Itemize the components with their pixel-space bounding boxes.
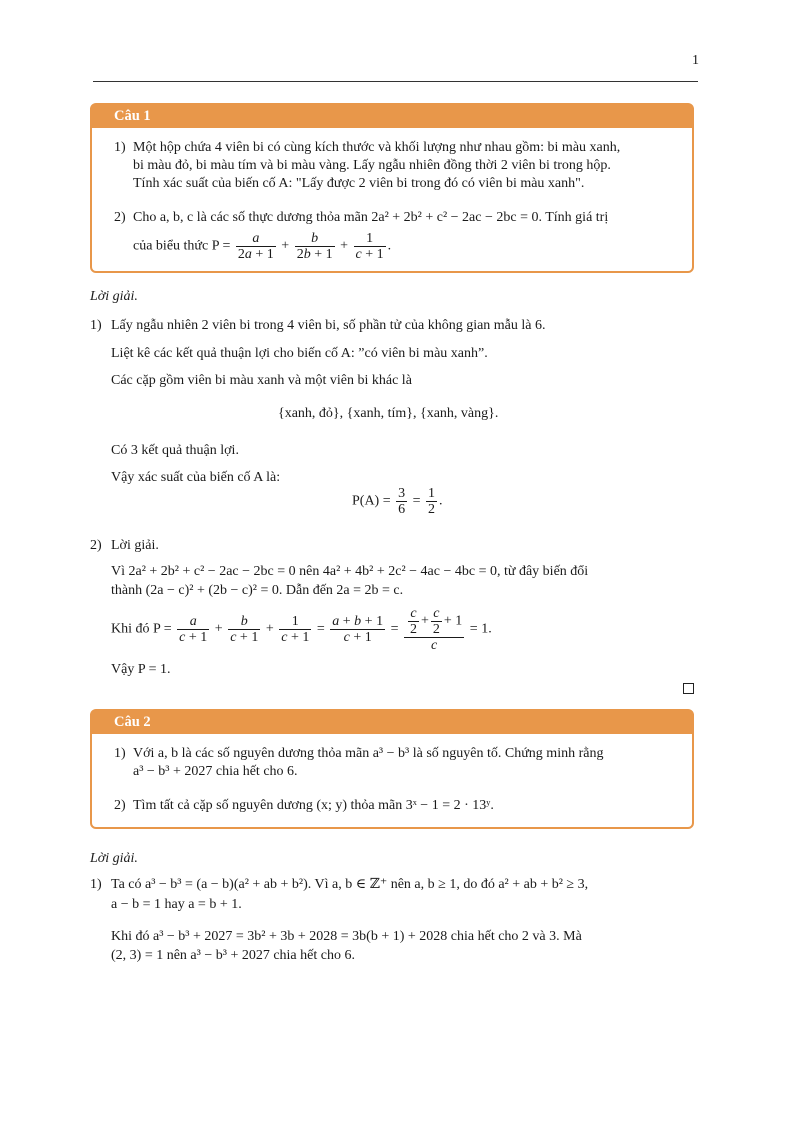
q1-part1-line: Một hộp chứa 4 viên bi có cùng kích thước và khối lượng như nhau gồm: bi màu xanh, [133,140,621,155]
question-1-box [90,103,694,273]
fraction: $\frac{c}{2}$ + $\frac{c}{2}$ + 1 c [404,606,464,653]
fraction: $\frac{a}{c + 1}$ [179,614,208,645]
q1-part1-line: bi màu đỏ, bi màu tím và bi màu vàng. Lấy ngẫu nhiên đồng thời 2 viên bi trong hộp. [133,158,611,173]
question-2-box [90,709,694,829]
q1-part2-line: Cho a, b, c là các số thực dương thỏa mãn 2a² + 2b² + c² − 2ac − 2bc = 0. Tính giá trị [133,210,609,225]
solution-2-line: (2, 3) = 1 nên a³ − b³ + 2027 chia hết cho 6. [111,948,355,963]
solution-2-part1-label: 1) [90,877,102,892]
q2-part2-text: Tìm tất cả cặp số nguyên dương (x; y) thỏa mãn 3ˣ − 1 = 2 · 13ʸ. [133,798,494,813]
q2-part1-text [133,745,673,781]
fraction: $\frac{b}{2b + 1}$ [296,231,333,262]
page-number: 1 [692,53,699,68]
question-1-title: Câu 1 [92,105,692,128]
solution-1-label: Lời giải. [90,289,138,304]
fraction: $\frac{a}{2a + 1}$ [237,231,274,262]
fraction: $\frac{1}{c + 1}$ [355,231,384,262]
solution-1-line: Có 3 kết quả thuận lợi. [111,443,239,458]
solution-1-line: Vì 2a² + 2b² + c² − 2ac − 2bc = 0 nên 4a² + 4b² + 2c² − 4ac − 4bc = 0, từ đây biến đổi [111,564,589,579]
q1-expr-prefix: của biểu thức P = [133,238,231,254]
q1-part1-text [133,139,673,193]
p-result: = 1. [469,621,492,637]
q2-part2-label: 2) [114,798,126,813]
probability-formula: P(A) = $\frac{3}{6}$ = $\frac{1}{2}$ . [352,486,443,517]
fraction: $\frac{a + b + 1}{c + 1}$ [332,614,384,645]
p-computation-prefix: Khi đó P = [111,621,172,637]
fraction: $\frac{1}{c + 1}$ [281,614,310,645]
solution-1-part1-label: 1) [90,318,102,333]
probability-lhs: P(A) = [352,493,391,509]
q1-part2-expression: của biểu thức P = $\frac{a}{2a + 1}$ + $\frac{b}{2b + 1}$ + $\frac{1}{c + 1}$ . [133,231,392,262]
solution-2-label: Lời giải. [90,851,138,866]
solution-2-line: Khi đó a³ − b³ + 2027 = 3b² + 3b + 2028 = 3b(b + 1) + 2028 chia hết cho 2 và 3. Mà [111,929,582,944]
solution-1-line: thành (2a − c)² + (2b − c)² = 0. Dẫn đến 2a = 2b = c. [111,583,404,598]
fraction: $\frac{1}{2}$ [428,486,436,517]
solution-2-line: Ta có a³ − b³ = (a − b)(a² + ab + b²). Vì a, b ∈ ℤ⁺ nên a, b ≥ 1, do đó a² + ab + b² ≥ 3, [111,877,589,892]
solution-1-line: Liệt kê các kết quả thuận lợi cho biến cố A: ”có viên bi màu xanh”. [111,346,488,361]
q2-part1-line: a³ − b³ + 2027 chia hết cho 6. [133,764,298,779]
solution-1-conclusion: Vậy P = 1. [111,662,171,677]
header-rule [93,81,698,82]
q2-part1-label: 1) [114,746,126,761]
question-2-title: Câu 2 [92,711,692,734]
solution-1-part2-label: 2) [90,538,102,553]
fraction: $\frac{b}{c + 1}$ [230,614,259,645]
outcome-set: {xanh, đỏ}, {xanh, tím}, {xanh, vàng}. [278,406,499,421]
solution-2-line: a − b = 1 hay a = b + 1. [111,897,242,912]
q1-part2-text [133,209,673,262]
p-computation: Khi đó P = $\frac{a}{c + 1}$ + $\frac{b}{c + 1}$ + $\frac{1}{c + 1}$ = $\frac{a + b + 1}{c + 1}$ = $\frac{c}{2}$ + $\frac{c}{2}$ + 1 c = 1. [111,606,492,653]
q1-part1-line: Tính xác suất của biến cố A: "Lấy được 2 viên bi trong đó có viên bi màu xanh". [133,176,585,191]
fraction: $\frac{3}{6}$ [398,486,406,517]
q2-part1-line: Với a, b là các số nguyên dương thỏa mãn a³ − b³ là số nguyên tố. Chứng minh rằng [133,746,604,761]
solution-1-line: Lấy ngẫu nhiên 2 viên bi trong 4 viên bi, số phần tử của không gian mẫu là 6. [111,318,546,333]
qed-square [683,683,694,694]
q1-part2-label: 2) [114,210,126,225]
solution-1-part2-title: Lời giải. [111,538,159,553]
q1-part1-label: 1) [114,140,126,155]
solution-1-line: Vậy xác suất của biến cố A là: [111,470,281,485]
solution-1-line: Các cặp gồm viên bi màu xanh và một viên bi khác là [111,373,412,388]
